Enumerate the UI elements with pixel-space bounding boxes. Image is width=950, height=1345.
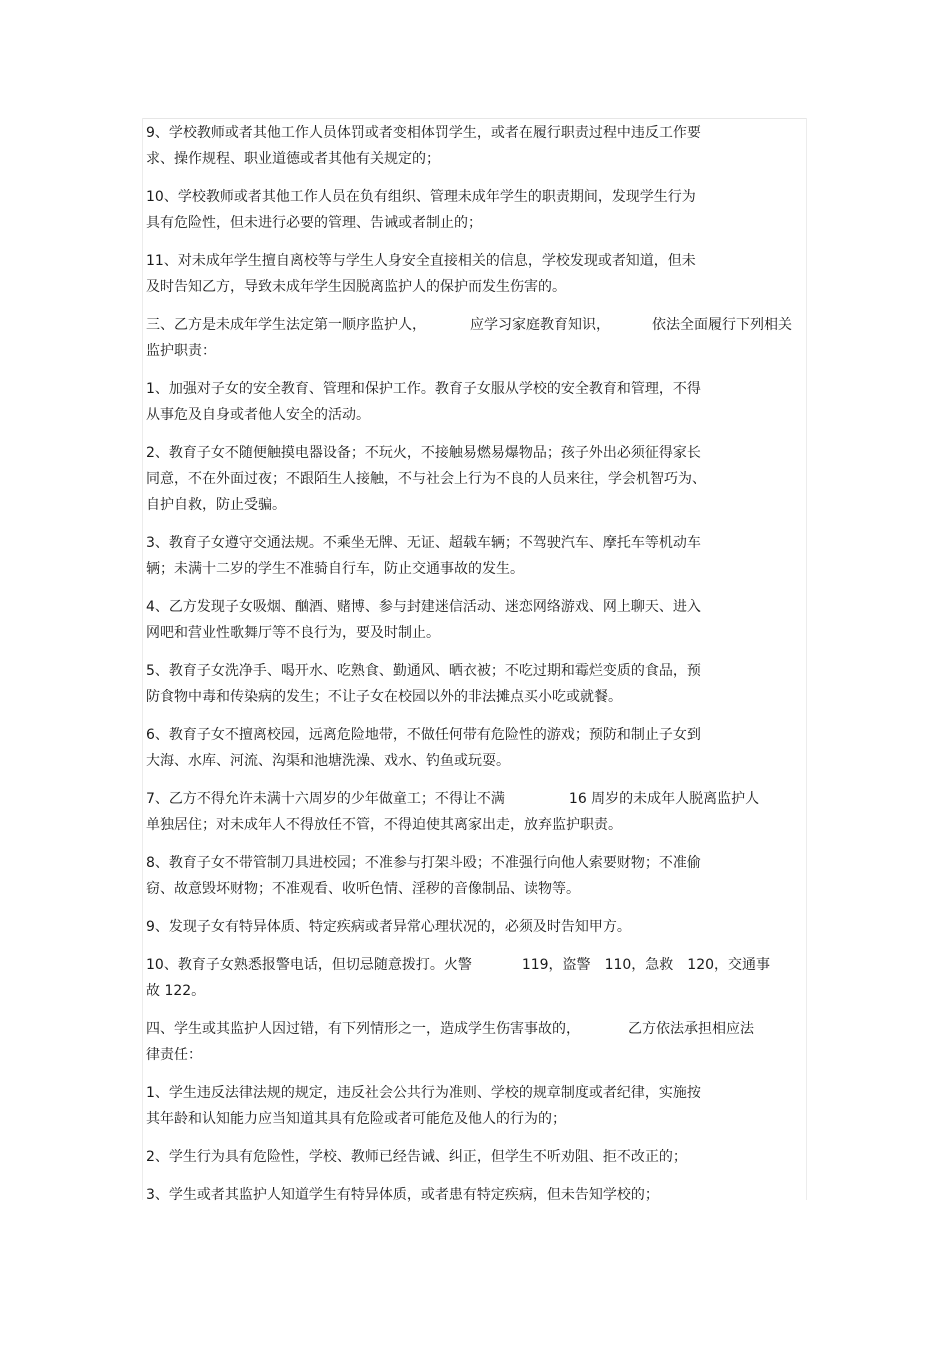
text-line: 及时告知乙方，导致未成年学生因脱离监护人的保护而发生伤害的。 xyxy=(146,279,566,295)
text-line: 单独居住；对未成年人不得放任不管，不得迫使其离家出走，放弃监护职责。 xyxy=(146,817,622,833)
paragraph-duty-item-1 xyxy=(146,376,806,428)
text-segment: 依法全面履行下列相关 xyxy=(652,317,792,333)
text-line: 大海、水库、河流、沟渠和池塘洗澡、戏水、钓鱼或玩耍。 xyxy=(146,753,510,769)
text-line: 5、教育子女洗净手、喝开水、吃熟食、勤通风、晒衣被；不吃过期和霉烂变质的食品，预 xyxy=(146,663,701,679)
paragraph-school-item-10 xyxy=(146,184,806,236)
text-segment: 119，盗警 xyxy=(521,957,591,973)
text-line xyxy=(146,952,806,978)
page-frame-left-border xyxy=(142,118,143,1200)
text-line: 窃、故意毁坏财物；不准观看、收听色情、淫秽的音像制品、读物等。 xyxy=(146,881,580,897)
paragraph-duty-item-7 xyxy=(146,786,806,838)
text-line: 网吧和营业性歌舞厅等不良行为，要及时制止。 xyxy=(146,625,440,641)
text-line: 2、学生行为具有危险性，学校、教师已经告诫、纠正，但学生不听劝阻、拒不改正的； xyxy=(146,1149,687,1165)
text-line: 9、学校教师或者其他工作人员体罚或者变相体罚学生，或者在履行职责过程中违反工作要 xyxy=(146,125,701,141)
text-segment: 三、乙方是未成年学生法定第一顺序监护人， xyxy=(146,317,426,333)
text-line: 防食物中毒和传染病的发生；不让子女在校园以外的非法摊点买小吃或就餐。 xyxy=(146,689,622,705)
paragraph-duty-item-6 xyxy=(146,722,806,774)
text-line: 求、操作规程、职业道德或者其他有关规定的； xyxy=(146,151,440,167)
text-line: 3、学生或者其监护人知道学生有特异体质，或者患有特定疾病，但未告知学校的； xyxy=(146,1187,659,1203)
text-segment: 16 周岁的未成年人脱离监护人 xyxy=(568,791,760,807)
text-line: 6、教育子女不擅离校园，远离危险地带，不做任何带有危险性的游戏；预防和制止子女到 xyxy=(146,727,701,743)
text-line: 自护自救，防止受骗。 xyxy=(146,497,286,513)
paragraph-duty-item-10 xyxy=(146,952,806,1004)
page-frame-top-border xyxy=(142,118,806,119)
paragraph-duty-item-2 xyxy=(146,440,806,518)
text-segment: 乙方依法承担相应法 xyxy=(628,1021,754,1037)
text-segment: 10、教育子女熟悉报警电话，但切忌随意拨打。火警 xyxy=(146,957,472,973)
text-line: 监护职责： xyxy=(146,343,216,359)
paragraph-duty-item-5 xyxy=(146,658,806,710)
section-heading-student-liability xyxy=(146,1016,806,1068)
document-body xyxy=(146,120,806,1220)
paragraph-duty-item-8 xyxy=(146,850,806,902)
text-line: 1、学生违反法律法规的规定，违反社会公共行为准则、学校的规章制度或者纪律，实施按 xyxy=(146,1085,701,1101)
paragraph-duty-item-9 xyxy=(146,914,806,940)
text-line: 4、乙方发现子女吸烟、酗酒、赌博、参与封建迷信活动、迷恋网络游戏、网上聊天、进入 xyxy=(146,599,701,615)
text-line: 其年龄和认知能力应当知道其具有危险或者可能危及他人的行为的； xyxy=(146,1111,566,1127)
section-heading-party-b-duties xyxy=(146,312,806,364)
text-line: 8、教育子女不带管制刀具进校园；不准参与打架斗殴；不准强行向他人索要财物；不准偷 xyxy=(146,855,701,871)
text-line: 1、加强对子女的安全教育、管理和保护工作。教育子女服从学校的安全教育和管理，不得 xyxy=(146,381,701,397)
paragraph-duty-item-3 xyxy=(146,530,806,582)
paragraph-liability-item-2 xyxy=(146,1144,806,1170)
text-segment: 110，急救 xyxy=(604,957,674,973)
text-segment: 应学习家庭教育知识， xyxy=(470,317,610,333)
paragraph-school-item-9 xyxy=(146,120,806,172)
text-line xyxy=(146,786,806,812)
paragraph-school-item-11 xyxy=(146,248,806,300)
text-line: 故 122。 xyxy=(146,983,206,999)
text-line xyxy=(146,1016,806,1042)
text-line: 律责任： xyxy=(146,1047,202,1063)
text-segment: 7、乙方不得允许未满十六周岁的少年做童工；不得让不满 xyxy=(146,791,505,807)
text-line: 具有危险性，但未进行必要的管理、告诫或者制止的； xyxy=(146,215,482,231)
text-line: 2、教育子女不随便触摸电器设备；不玩火，不接触易燃易爆物品；孩子外出必须征得家长 xyxy=(146,445,701,461)
text-segment: 四、学生或其监护人因过错，有下列情形之一，造成学生伤害事故的， xyxy=(146,1021,580,1037)
text-line: 从事危及自身或者他人安全的活动。 xyxy=(146,407,370,423)
paragraph-liability-item-3 xyxy=(146,1182,806,1208)
text-line xyxy=(146,312,806,338)
paragraph-duty-item-4 xyxy=(146,594,806,646)
text-segment: 120，交通事 xyxy=(687,957,771,973)
text-line: 9、发现子女有特异体质、特定疾病或者异常心理状况的，必须及时告知甲方。 xyxy=(146,919,631,935)
text-line: 3、教育子女遵守交通法规。不乘坐无牌、无证、超载车辆；不驾驶汽车、摩托车等机动车 xyxy=(146,535,701,551)
text-line: 同意，不在外面过夜；不跟陌生人接触，不与社会上行为不良的人员来往，学会机智巧为、 xyxy=(146,471,706,487)
page-frame-right-border xyxy=(806,118,807,1200)
text-line: 11、对未成年学生擅自离校等与学生人身安全直接相关的信息，学校发现或者知道，但未 xyxy=(146,253,696,269)
text-line: 10、学校教师或者其他工作人员在负有组织、管理未成年学生的职责期间，发现学生行为 xyxy=(146,189,696,205)
paragraph-liability-item-1 xyxy=(146,1080,806,1132)
text-line: 辆；未满十二岁的学生不准骑自行车，防止交通事故的发生。 xyxy=(146,561,524,577)
